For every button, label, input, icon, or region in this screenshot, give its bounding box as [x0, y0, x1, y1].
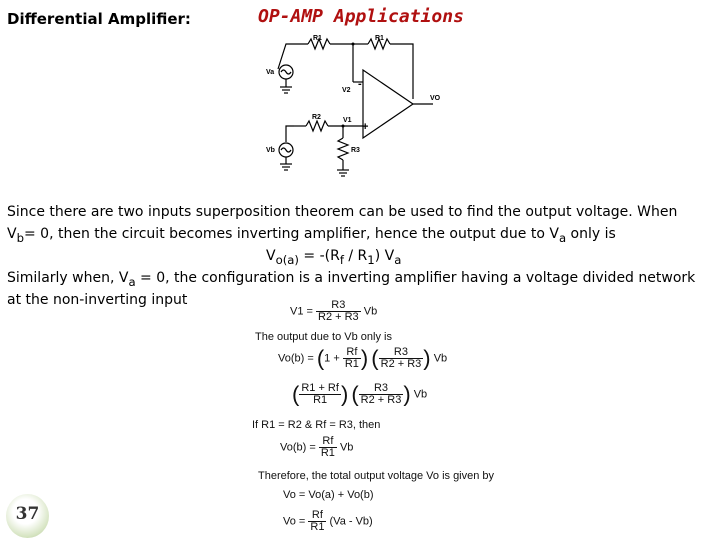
- label-va: Va: [266, 69, 275, 76]
- page-number: 37: [15, 504, 40, 524]
- text-if-condition: If R1 = R2 & Rf = R3, then: [252, 419, 381, 431]
- text-line-2: $V_b= 0$, then the circuit becomes inverting amplifier, hence the output due to $V_a$ only is: [7, 226, 616, 245]
- text-total-output: Therefore, the total output voltage Vo is given by: [258, 470, 495, 482]
- label-v1: V1: [343, 117, 352, 124]
- equation-vo-final: Vo = $\frac{Rf}{R1}$ (Va - Vb): [283, 509, 373, 533]
- label-plus: +: [362, 121, 369, 133]
- equation-v1: V1 = $\frac{R3}{R2 + R3}$ Vb: [290, 299, 378, 323]
- label-r1: R1: [313, 35, 322, 42]
- label-r2: R2: [312, 114, 321, 121]
- label-rf: R1: [375, 35, 384, 42]
- equation-vo-sum: Vo = Vo(a) + Vo(b): [283, 489, 374, 501]
- label-minus: -: [358, 78, 362, 90]
- text-output-due-vb: The output due to Vb only is: [255, 331, 392, 343]
- equation-vo-b: Vo(b) = (1 + $\frac{Rf}{R1}$ ) ( $\frac{R3}{R2 + R3}$ ) Vb: [278, 345, 448, 371]
- text-line-4: Similarly when, $V_a = 0$, the configuration is a inverting amplifier having a voltage divided network: [7, 270, 696, 289]
- slide-label: Differential Amplifier:: [7, 10, 191, 28]
- op-amp: [363, 70, 413, 138]
- label-v2: V2: [342, 87, 351, 94]
- equation-vo-a: $V_{o(a)} = -(R_f / R_1)$ $V_a$: [266, 248, 402, 267]
- equation-vo-b-simplified: Vo(b) = $\frac{Rf}{R1}$ Vb: [280, 435, 354, 459]
- text-line-5: at the non-inverting input: [7, 292, 188, 308]
- resistor-r3: [338, 138, 348, 160]
- text-line-1: Since there are two inputs superposition theorem can be used to find the output voltage. When: [7, 204, 678, 220]
- label-vo: VO: [430, 95, 441, 102]
- label-vb: Vb: [266, 147, 275, 154]
- equation-vo-b-expanded: ( $\frac{R1 + Rf}{R1}$ ) ( $\frac{R3}{R2 + R3}$ ) Vb: [292, 381, 428, 407]
- differential-amplifier-circuit: [258, 30, 458, 180]
- resistor-r2: [306, 121, 328, 131]
- label-r3: R3: [351, 147, 360, 154]
- slide-title: OP-AMP Applications: [258, 6, 464, 27]
